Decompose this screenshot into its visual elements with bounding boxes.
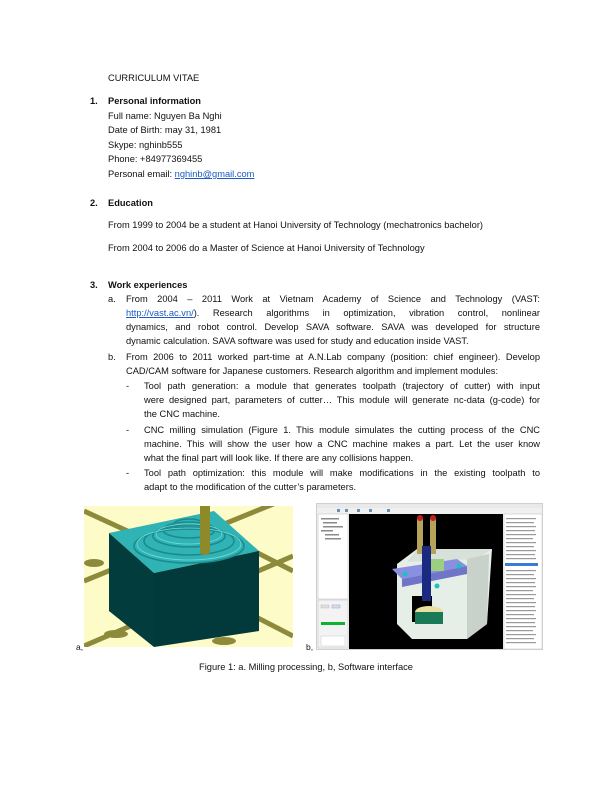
email-label: Personal email:	[108, 169, 175, 179]
email-row	[108, 168, 254, 180]
section-heading-work: Work experiences	[108, 280, 188, 290]
work-a-line	[126, 307, 540, 319]
skype: Skype: nghinb555	[108, 140, 183, 150]
phone: Phone: +84977369455	[108, 154, 203, 164]
section-heading-education: Education	[108, 198, 153, 208]
section-heading-personal: Personal information	[108, 96, 201, 106]
module-line: the CNC machine.	[144, 409, 220, 419]
list-marker: b.	[108, 352, 116, 362]
work-b-line: From 2006 to 2011 worked part-time at A.N.Lab company (position: chief engineer). Develop	[126, 352, 540, 362]
software-interface-image	[316, 503, 543, 650]
bullet-dash: -	[126, 425, 130, 435]
work-a-line: dynamics, and robot control. Develop SAVA software. SAVA was developed for structure	[126, 322, 540, 332]
document-title: CURRICULUM VITAE	[108, 73, 200, 83]
bullet-dash: -	[126, 468, 130, 478]
module-line: Tool path optimization: this module will make modifications in the existing toolpath to	[144, 468, 540, 478]
work-a-line: dynamic calculation. SAVA software was used for study and education inside VAST.	[126, 336, 469, 346]
figure-label-b: b,	[306, 642, 314, 652]
section-number: 3.	[90, 280, 98, 290]
module-line: CNC milling simulation (Figure 1. This module simulates the cutting process of the CNC	[144, 425, 540, 435]
date-of-birth: Date of Birth: may 31, 1981	[108, 125, 222, 135]
education-item: From 1999 to 2004 be a student at Hanoi University of Technology (mechatronics bachelor)	[108, 220, 484, 230]
section-number: 1.	[90, 96, 98, 106]
milling-process-image	[84, 506, 293, 647]
bullet-dash: -	[126, 381, 130, 391]
module-line: were designed part, parameters of cutter… This module will generate nc-data (g-code) for	[144, 395, 540, 405]
module-line: machine. This will show the user how a CNC machine makes a part. Let the user know	[144, 439, 540, 449]
section-number: 2.	[90, 198, 98, 208]
figure-label-a: a,	[76, 642, 84, 652]
software-screenshot	[317, 504, 542, 649]
module-line: adapt to the modification of the cutter’s parameters.	[144, 482, 357, 492]
work-a-line: From 2004 – 2011 Work at Vietnam Academy of Science and Technology (VAST:	[126, 294, 540, 304]
vast-link[interactable]: http://vast.ac.vn/	[126, 308, 194, 318]
work-a-line-rest: ). Research algorithms in optimization, vibration control, nonlinear	[193, 308, 540, 318]
module-line: Tool path generation: a module that generates toolpath (trajectory of cutter) with input	[144, 381, 540, 391]
figure-caption: Figure 1: a. Milling processing, b, Software interface	[199, 662, 413, 672]
milling-render	[84, 506, 293, 647]
module-line: what the final part will look like. If there are any collisions happen.	[144, 453, 414, 463]
list-marker: a.	[108, 294, 116, 304]
full-name: Full name: Nguyen Ba Nghi	[108, 111, 222, 121]
work-b-line: CAD/CAM software for Japanese customers. Research algorithm and implement modules:	[126, 366, 499, 376]
email-link[interactable]: nghinb@gmail.com	[174, 169, 255, 179]
education-item: From 2004 to 2006 do a Master of Science at Hanoi University of Technology	[108, 243, 425, 253]
